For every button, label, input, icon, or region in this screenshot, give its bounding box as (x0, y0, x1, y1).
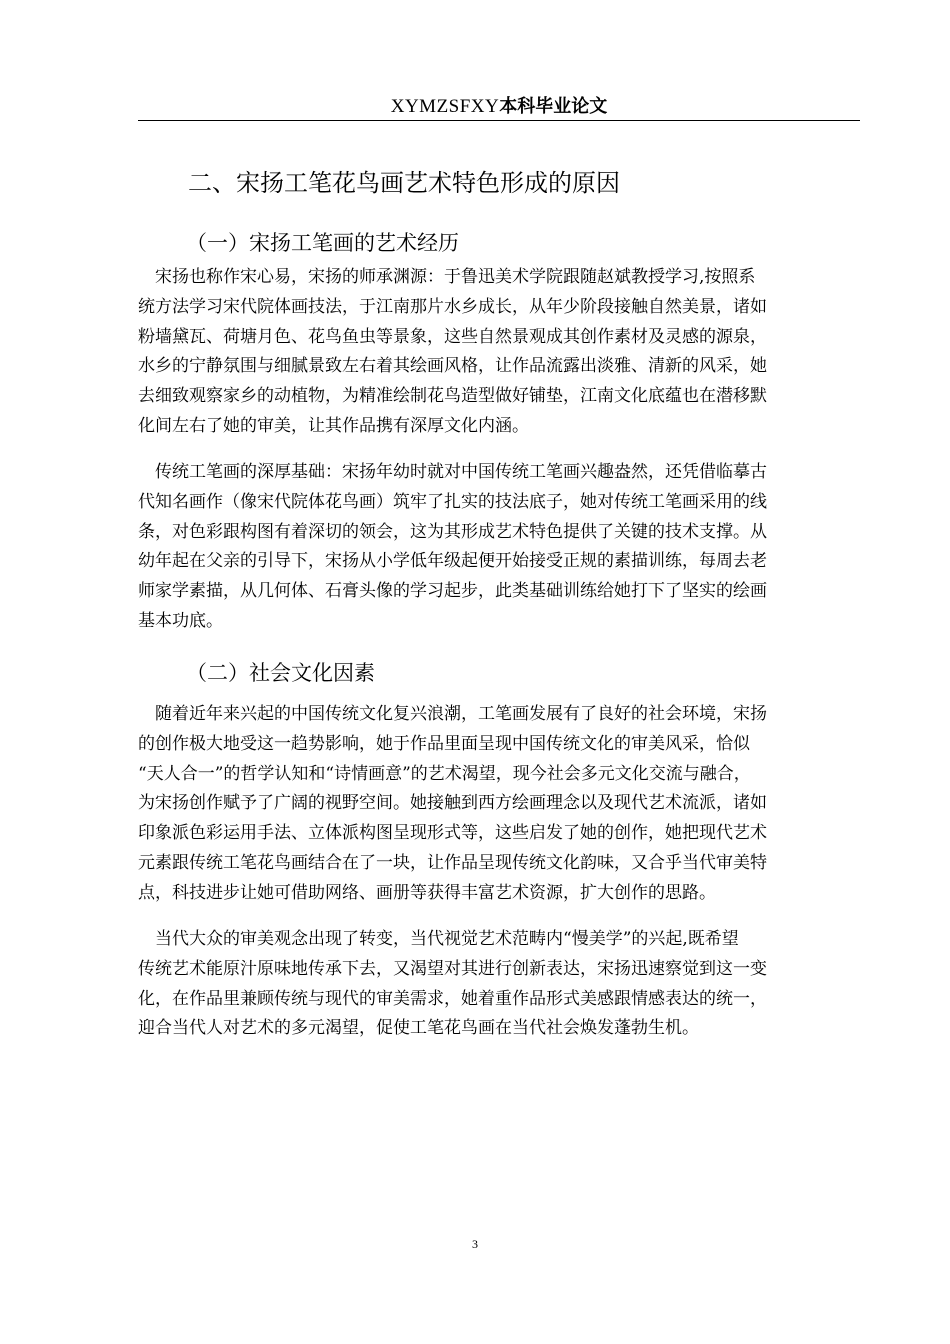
paragraph-line: 传统艺术能原汁原味地传承下去，又渴望对其进行创新表达，宋扬迅速察觉到这一变 (138, 958, 767, 979)
paragraph-line: 宋扬也称作宋心易，宋扬的师承渊源：于鲁迅美术学院跟随赵斌教授学习,按照系 (138, 267, 756, 287)
paragraph-line: 去细致观察家乡的动植物，为精准绘制花鸟造型做好铺垫，江南文化底蕴也在潜移默 (138, 386, 767, 407)
paragraph-line: 当代大众的审美观念出现了转变，当代视觉艺术范畴内“慢美学”的兴起,既希望 (138, 929, 739, 949)
paragraph-2 (138, 458, 860, 637)
header-rule (138, 120, 860, 121)
running-header (138, 92, 860, 120)
section-title: 二、宋扬工笔花鸟画艺术特色形成的原因 (188, 169, 620, 197)
paragraph-line: 传统工笔画的深厚基础：宋扬年幼时就对中国传统工笔画兴趣盎然，还凭借临摹古 (138, 462, 767, 482)
paragraph-line: 基本功底。 (138, 610, 223, 631)
paragraph-line: 的创作极大地受这一趋势影响，她于作品里面呈现中国传统文化的审美风采，恰似 (138, 733, 750, 754)
paragraph-line: 随着近年来兴起的中国传统文化复兴浪潮，工笔画发展有了良好的社会环境，宋扬 (138, 704, 767, 724)
page-number: 3 (472, 1237, 478, 1251)
paragraph-line: 师家学素描，从几何体、石膏头像的学习起步，此类基础训练给她打下了坚实的绘画 (138, 581, 767, 602)
paragraph-4 (138, 925, 860, 1044)
paragraph-line: 条，对色彩跟构图有着深切的领会，这为其形成艺术特色提供了关键的技术支撑。从 (138, 521, 767, 542)
paragraph-1 (138, 263, 860, 442)
paragraph-line: 迎合当代人对艺术的多元渴望，促使工笔花鸟画在当代社会焕发蓬勃生机。 (138, 1018, 699, 1039)
paragraph-3 (138, 700, 860, 909)
subsection-title-1: （一）宋扬工笔画的艺术经历 (186, 231, 459, 255)
paragraph-line: 化，在作品里兼顾传统与现代的审美需求，她着重作品形式美感跟情感表达的统一， (138, 988, 767, 1009)
header-label: 本科毕业论文 (499, 96, 608, 117)
paragraph-line: 粉墙黛瓦、荷塘月色、花鸟鱼虫等景象，这些自然景观成其创作素材及灵感的源泉， (138, 326, 767, 347)
paragraph-line: 印象派色彩运用手法、立体派构图呈现形式等，这些启发了她的创作，她把现代艺术 (138, 823, 767, 844)
paragraph-line: 水乡的宁静氛围与细腻景致左右着其绘画风格，让作品流露出淡雅、清新的风采，她 (138, 356, 767, 377)
paragraph-line: 点，科技进步让她可借助网络、画册等获得丰富艺术资源，扩大创作的思路。 (138, 882, 716, 903)
paragraph-line: 幼年起在父亲的引导下，宋扬从小学低年级起便开始接受正规的素描训练，每周去老 (138, 551, 767, 572)
paragraph-line: 代知名画作（像宋代院体花鸟画）筑牢了扎实的技法底子，她对传统工笔画采用的线 (138, 491, 767, 512)
subsection-title-2: （二）社会文化因素 (186, 661, 375, 685)
paragraph-line: “天人合一”的哲学认知和“诗情画意”的艺术渴望，现今社会多元文化交流与融合， (138, 763, 751, 784)
paragraph-line: 元素跟传统工笔花鸟画结合在了一块，让作品呈现传统文化韵味，又合乎当代审美特 (138, 852, 767, 873)
paragraph-line: 为宋扬创作赋予了广阔的视野空间。她接触到西方绘画理念以及现代艺术流派，诸如 (138, 793, 767, 814)
paragraph-line: 化间左右了她的审美，让其作品携有深厚文化内涵。 (138, 415, 529, 436)
paragraph-line: 统方法学习宋代院体画技法，于江南那片水乡成长，从年少阶段接触自然美景，诸如 (138, 296, 767, 317)
header-code: XYMZSFXY (390, 96, 500, 117)
